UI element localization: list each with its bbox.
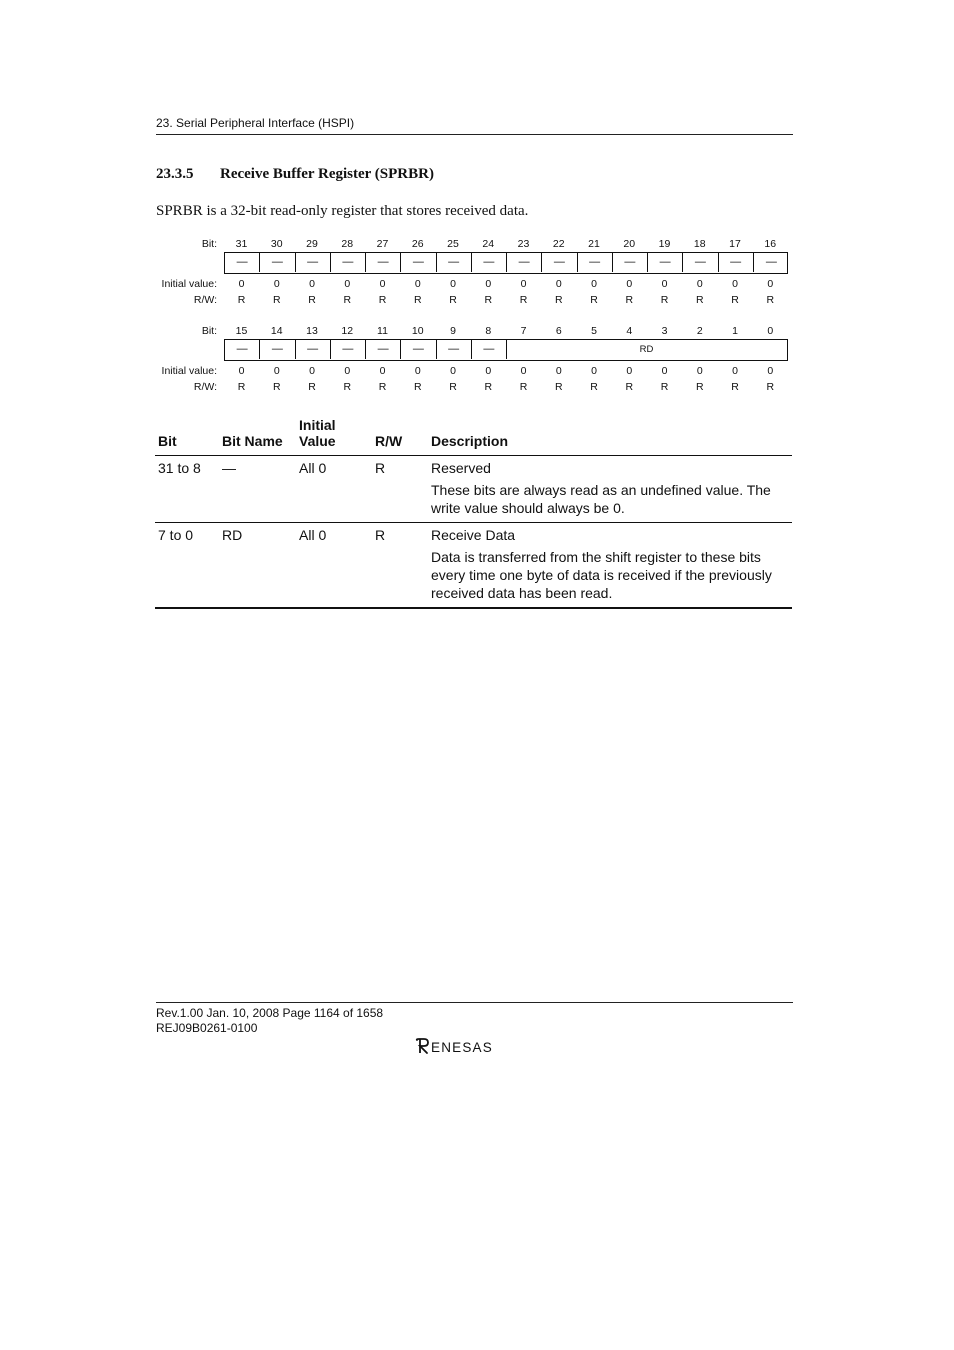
bit-number: 7 — [520, 325, 527, 337]
bit-number: 30 — [270, 238, 283, 250]
bit-number: 5 — [591, 325, 597, 337]
description-body: These bits are always read as an undefined value. The write value should always be 0. — [431, 482, 771, 516]
initial-value: 0 — [309, 365, 315, 377]
bit-label: Bit: — [201, 325, 217, 337]
register-bit-cell: — — [472, 253, 507, 272]
initial-value: 0 — [661, 278, 668, 290]
col-bit: Bit — [155, 417, 219, 456]
col-rw: R/W — [372, 417, 428, 456]
rw-value: R — [519, 381, 528, 393]
rw-value: R — [484, 294, 493, 306]
bit-number: 3 — [661, 325, 668, 337]
initial-value: 0 — [414, 278, 421, 290]
initial-value: 0 — [344, 365, 351, 377]
initial-value: 0 — [414, 365, 421, 377]
initial-value: 0 — [732, 365, 738, 377]
logo-r-mark — [417, 1039, 428, 1053]
initial-value: 0 — [485, 365, 492, 377]
register-bit-cell: — — [401, 340, 436, 359]
register-bit-cell: — — [366, 253, 401, 272]
bit-number: 20 — [623, 238, 636, 250]
bit-number: 16 — [764, 238, 777, 250]
description-title: Reserved — [431, 460, 491, 476]
register-box-lower — [224, 339, 788, 361]
bit-number: 13 — [306, 325, 318, 337]
bit-number: 22 — [552, 238, 565, 250]
bit-number: 0 — [767, 325, 774, 337]
bit-number: 12 — [341, 325, 354, 337]
initial-value: 0 — [661, 365, 668, 377]
rw-value: R — [308, 381, 316, 393]
description-body: Data is transferred from the shift register to these bits every time one byte of data is received if the previously received data has been read. — [431, 549, 772, 601]
bit-number: 9 — [450, 325, 456, 337]
cell-bit-name: — — [219, 456, 296, 523]
initial-value: 0 — [732, 278, 738, 290]
bit-label: Bit: — [201, 238, 217, 250]
rw-label: R/W: — [193, 294, 217, 306]
register-bit-cell: — — [648, 253, 683, 272]
initial-label: Initial value: — [161, 365, 217, 377]
cell-rw: R — [372, 523, 428, 609]
initial-value: 0 — [379, 278, 386, 290]
rw-value: R — [237, 381, 246, 393]
col-description: Description — [428, 417, 792, 456]
bit-number: 26 — [411, 238, 424, 250]
rw-value: R — [731, 294, 739, 306]
initial-value: 0 — [591, 365, 597, 377]
rw-value: R — [449, 294, 457, 306]
footer-revision: Rev.1.00 Jan. 10, 2008 Page 1164 of 1658 — [156, 1006, 384, 1020]
initial-value: 0 — [238, 278, 245, 290]
table-row — [155, 523, 792, 609]
register-bit-cell: — — [437, 340, 472, 359]
register-bit-cell: — — [225, 253, 260, 272]
register-bit-cell: — — [507, 253, 542, 272]
initial-value: 0 — [273, 278, 280, 290]
rw-value: R — [272, 381, 281, 393]
bit-number: 31 — [235, 238, 248, 250]
initial-value: 0 — [273, 365, 280, 377]
register-bit-cell: — — [296, 253, 331, 272]
bit-number: 18 — [693, 238, 706, 250]
initial-value: 0 — [555, 365, 562, 377]
bit-number: 8 — [485, 325, 492, 337]
bit-description-table — [155, 417, 792, 609]
table-header-row — [155, 417, 792, 456]
register-bit-cell: — — [260, 253, 295, 272]
initial-value: 0 — [555, 278, 562, 290]
rw-value: R — [590, 294, 598, 306]
cell-rw: R — [372, 456, 428, 523]
rw-value: R — [449, 381, 457, 393]
register-bit-cell: — — [260, 340, 295, 359]
initial-label: Initial value: — [161, 278, 217, 290]
rw-value: R — [695, 381, 704, 393]
rw-value: R — [519, 294, 528, 306]
bit-number: 21 — [588, 238, 600, 250]
cell-bit: 31 to 8 — [155, 456, 219, 523]
initial-value: 0 — [450, 365, 456, 377]
rw-value: R — [343, 381, 352, 393]
initial-value: 0 — [485, 278, 492, 290]
rw-value: R — [695, 294, 704, 306]
initial-value: 0 — [379, 365, 386, 377]
register-bit-cell: — — [472, 340, 507, 359]
table-row — [155, 456, 792, 523]
register-box-upper — [224, 252, 788, 274]
register-bit-cell: — — [296, 340, 331, 359]
initial-value: 0 — [344, 278, 351, 290]
rw-value: R — [590, 381, 598, 393]
rw-value: R — [625, 381, 634, 393]
bit-number: 19 — [658, 238, 671, 250]
initial-value: 0 — [696, 278, 703, 290]
rw-value: R — [343, 294, 352, 306]
bit-number: 29 — [306, 238, 318, 250]
bit-number: 2 — [696, 325, 703, 337]
bit-number: 14 — [270, 325, 283, 337]
rw-value: R — [554, 294, 563, 306]
register-field-rd: RD — [639, 344, 654, 355]
initial-value: 0 — [767, 278, 774, 290]
initial-value: 0 — [696, 365, 703, 377]
cell-description — [428, 523, 792, 609]
cell-initial: All 0 — [296, 523, 372, 609]
rw-value: R — [272, 294, 281, 306]
register-bit-cell: — — [331, 253, 366, 272]
initial-value: 0 — [238, 365, 245, 377]
bit-number: 23 — [517, 238, 530, 250]
bit-number: 17 — [729, 238, 741, 250]
bit-number: 4 — [626, 325, 633, 337]
register-bit-cell: — — [542, 253, 577, 272]
logo-wordmark: ENESAS — [431, 1040, 493, 1055]
initial-value: 0 — [767, 365, 774, 377]
col-bit-name: Bit Name — [219, 417, 296, 456]
initial-value: 0 — [520, 278, 527, 290]
initial-value: 0 — [591, 278, 597, 290]
rw-value: R — [766, 381, 775, 393]
section-title: Receive Buffer Register (SPRBR) — [220, 166, 434, 182]
rw-label: R/W: — [193, 381, 217, 393]
register-bit-cell: — — [613, 253, 648, 272]
rw-value: R — [484, 381, 493, 393]
initial-value: 0 — [520, 365, 527, 377]
rw-value: R — [237, 294, 246, 306]
intro-paragraph: SPRBR is a 32-bit read-only register that stores received data. — [156, 203, 529, 219]
bit-number: 1 — [732, 325, 738, 337]
register-bit-cell: — — [331, 340, 366, 359]
register-bit-cell: — — [437, 253, 472, 272]
rw-value: R — [660, 294, 669, 306]
bit-number: 15 — [235, 325, 248, 337]
cell-bit: 7 to 0 — [155, 523, 219, 609]
initial-value: 0 — [626, 278, 633, 290]
section-number: 23.3.5 — [156, 166, 194, 182]
initial-value: 0 — [450, 278, 456, 290]
rw-value: R — [308, 294, 316, 306]
rw-value: R — [413, 381, 422, 393]
page-footer — [156, 1002, 793, 1036]
bit-number: 27 — [376, 238, 389, 250]
cell-description — [428, 456, 792, 523]
rw-value: R — [660, 381, 669, 393]
register-bit-cell: — — [578, 253, 613, 272]
cell-bit-name: RD — [219, 523, 296, 609]
bit-number: 24 — [482, 238, 495, 250]
register-bit-cell: — — [683, 253, 718, 272]
register-bit-cell: — — [225, 340, 260, 359]
col-initial-value: Initial Value — [296, 417, 372, 456]
register-bit-cell: — — [366, 340, 401, 359]
rw-value: R — [413, 294, 422, 306]
rw-value: R — [378, 294, 387, 306]
initial-value: 0 — [626, 365, 633, 377]
cell-initial: All 0 — [296, 456, 372, 523]
bit-number: 11 — [377, 325, 388, 337]
bit-number: 25 — [447, 238, 459, 250]
bit-number: 10 — [411, 325, 424, 337]
register-bit-cell: — — [401, 253, 436, 272]
rw-value: R — [731, 381, 739, 393]
register-bit-cell: — — [765, 256, 777, 268]
rw-value: R — [766, 294, 775, 306]
renesas-logo — [414, 1036, 534, 1056]
register-bit-cell: — — [719, 253, 754, 272]
rw-value: R — [378, 381, 387, 393]
rw-value: R — [554, 381, 563, 393]
running-header: 23. Serial Peripheral Interface (HSPI) — [156, 116, 793, 135]
bit-number: 6 — [555, 325, 562, 337]
footer-doc-number: REJ09B0261-0100 — [156, 1021, 258, 1035]
section-heading — [156, 166, 434, 183]
description-title: Receive Data — [431, 527, 516, 543]
bit-number: 28 — [341, 238, 354, 250]
rw-value: R — [625, 294, 634, 306]
initial-value: 0 — [309, 278, 315, 290]
